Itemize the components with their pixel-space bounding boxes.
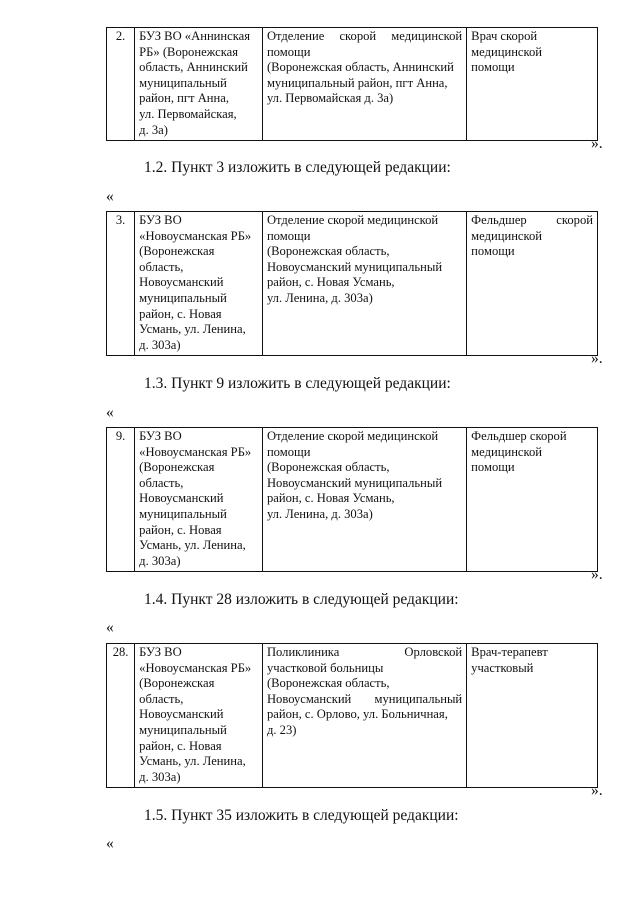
position-cell: Фельдшер скорой медицинской помощи [467,428,598,572]
table-row-9 [106,427,598,572]
position-cell: Врач-терапевт участковый [467,644,598,788]
closing-quote: ». [591,135,603,152]
closing-quote: ». [591,566,603,583]
position-cell: Врач скорой медицинской помощи [467,28,598,141]
position-cell: Фельдшер скорой медицинской помощи [467,212,598,356]
section-heading: 1.5. Пункт 35 изложить в следующей редакции: [144,807,459,824]
table-row-2 [106,27,598,141]
table-row-28 [106,643,598,788]
organization-cell: БУЗ ВО «Новоусманская РБ» (Воронежская область, Новоусманский муниципальный район, с. Новая Усмань, ул. Ленина, д. 303а) [135,644,263,788]
section-heading: 1.3. Пункт 9 изложить в следующей редакции: [144,375,451,392]
opening-quote: « [106,619,114,636]
opening-quote: « [106,835,114,852]
section-heading: 1.4. Пункт 28 изложить в следующей редакции: [144,591,459,608]
row-number: 28. [107,644,135,788]
organization-cell: БУЗ ВО «Новоусманская РБ» (Воронежская область, Новоусманский муниципальный район, с. Новая Усмань, ул. Ленина, д. 303а) [135,212,263,356]
organization-cell: БУЗ ВО «Аннинская РБ» (Воронежская область, Аннинский муниципальный район, пгт Анна, ул. Первомайская, д. 3а) [135,28,263,141]
unit-cell: Отделение скорой медицинской помощи (Воронежская область, Аннинский муниципальный район, пгт Анна, ул. Первомайская д. 3а) [262,28,466,141]
row-number: 9. [107,428,135,572]
opening-quote: « [106,188,114,205]
unit-cell: Отделение скорой медицинской помощи (Воронежская область, Новоусманский муниципальный район, с. Новая Усмань, ул. Ленина, д. 303а) [262,212,466,356]
table-row-3 [106,211,598,356]
unit-cell: Поликлиника Орловской участковой больницы (Воронежская область, Новоусманский муниципальный район, с. Орлово, ул. Больничная, д. 23) [262,644,466,788]
organization-cell: БУЗ ВО «Новоусманская РБ» (Воронежская область, Новоусманский муниципальный район, с. Новая Усмань, ул. Ленина, д. 303а) [135,428,263,572]
opening-quote: « [106,404,114,421]
closing-quote: ». [591,782,603,799]
row-number: 2. [107,28,135,141]
section-heading: 1.2. Пункт 3 изложить в следующей редакции: [144,159,451,176]
row-number: 3. [107,212,135,356]
unit-cell: Отделение скорой медицинской помощи (Воронежская область, Новоусманский муниципальный район, с. Новая Усмань, ул. Ленина, д. 303а) [262,428,466,572]
closing-quote: ». [591,350,603,367]
